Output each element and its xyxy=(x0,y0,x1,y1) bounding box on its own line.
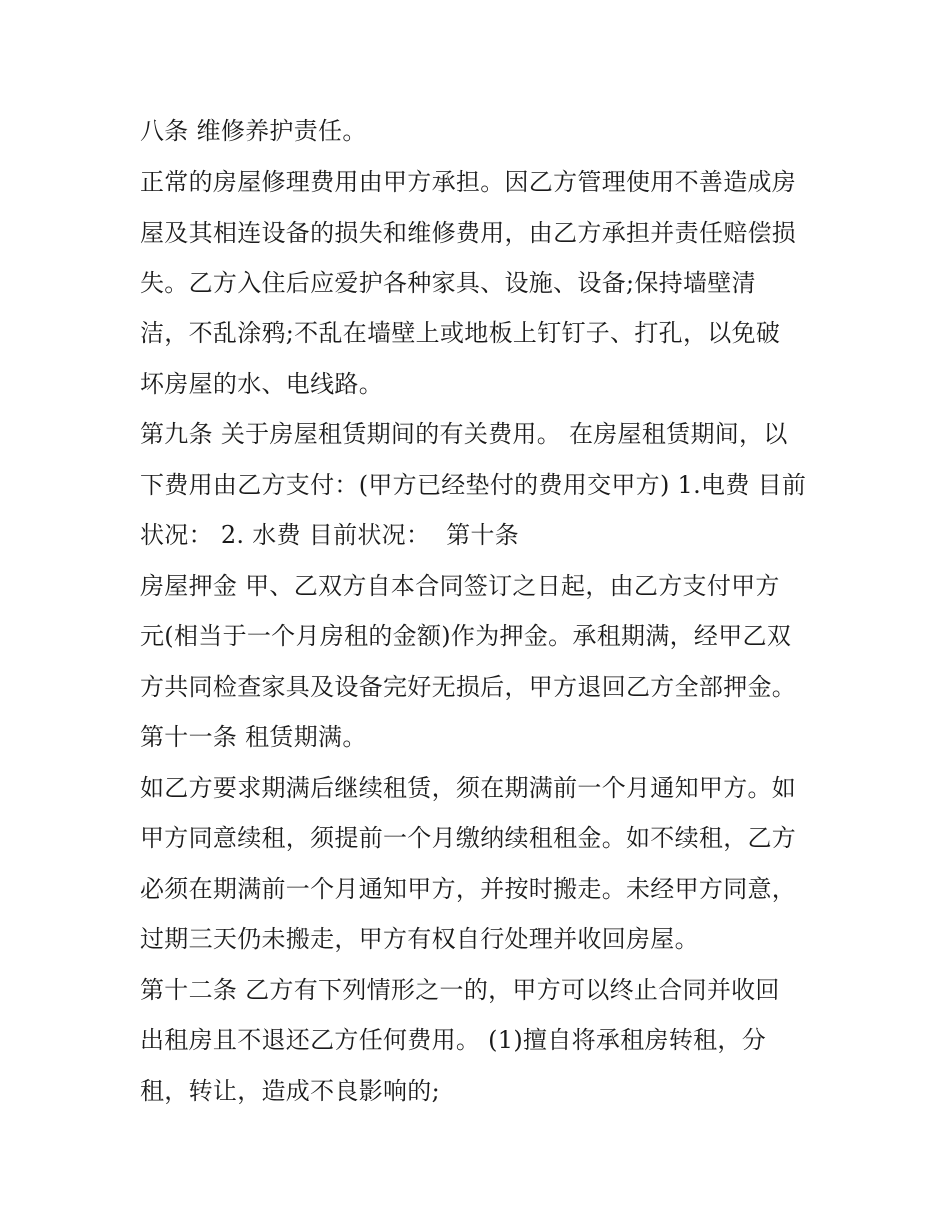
text-line: 八条 维修养护责任。 xyxy=(140,117,367,145)
text-line: 甲方同意续租，须提前一个月缴纳续租租金。如不续租，乙方 xyxy=(140,824,797,852)
text-line: 正常的房屋修理费用由甲方承担。因乙方管理使用不善造成房 xyxy=(140,168,797,196)
text-line: 屋及其相连设备的损失和维修费用，由乙方承担并责任赔偿损 xyxy=(140,219,797,247)
text-line: 方共同检查家具及设备完好无损后，甲方退回乙方全部押金。 xyxy=(140,673,797,701)
text-line: 房屋押金 甲、乙双方自本合同签订之日起，由乙方支付甲方 xyxy=(140,572,780,600)
text-line: 出租房且不退还乙方任何费用。 (1)擅自将承租房转租，分 xyxy=(140,1026,767,1054)
text-line: 如乙方要求期满后继续租赁，须在期满前一个月通知甲方。如 xyxy=(140,774,797,802)
text-line: 坏房屋的水、电线路。 xyxy=(140,370,383,398)
text-line: 第十二条 乙方有下列情形之一的，甲方可以终止合同并收回 xyxy=(140,976,780,1004)
text-line: 第九条 关于房屋租赁期间的有关费用。 在房屋租赁期间，以 xyxy=(140,420,788,448)
text-line: 洁，不乱涂鸦;不乱在墙壁上或地板上钉钉子、打孔，以免破 xyxy=(140,319,781,347)
text-line: 第十一条 租赁期满。 xyxy=(140,723,367,751)
text-line: 租，转让，造成不良影响的; xyxy=(140,1077,440,1105)
text-line: 必须在期满前一个月通知甲方，并按时搬走。未经甲方同意， xyxy=(140,875,797,903)
text-line: 元(相当于一个月房租的金额)作为押金。承租期满，经甲乙双 xyxy=(140,622,792,650)
text-line: 过期三天仍未搬走，甲方有权自行处理并收回房屋。 xyxy=(140,925,699,953)
text-line: 失。乙方入住后应爱护各种家具、设施、设备;保持墙壁清 xyxy=(140,269,756,297)
text-line: 状况： 2. 水费 目前状况： 第十条 xyxy=(140,521,520,549)
text-line: 下费用由乙方支付：(甲方已经垫付的费用交甲方) 1.电费 目前 xyxy=(140,471,807,499)
